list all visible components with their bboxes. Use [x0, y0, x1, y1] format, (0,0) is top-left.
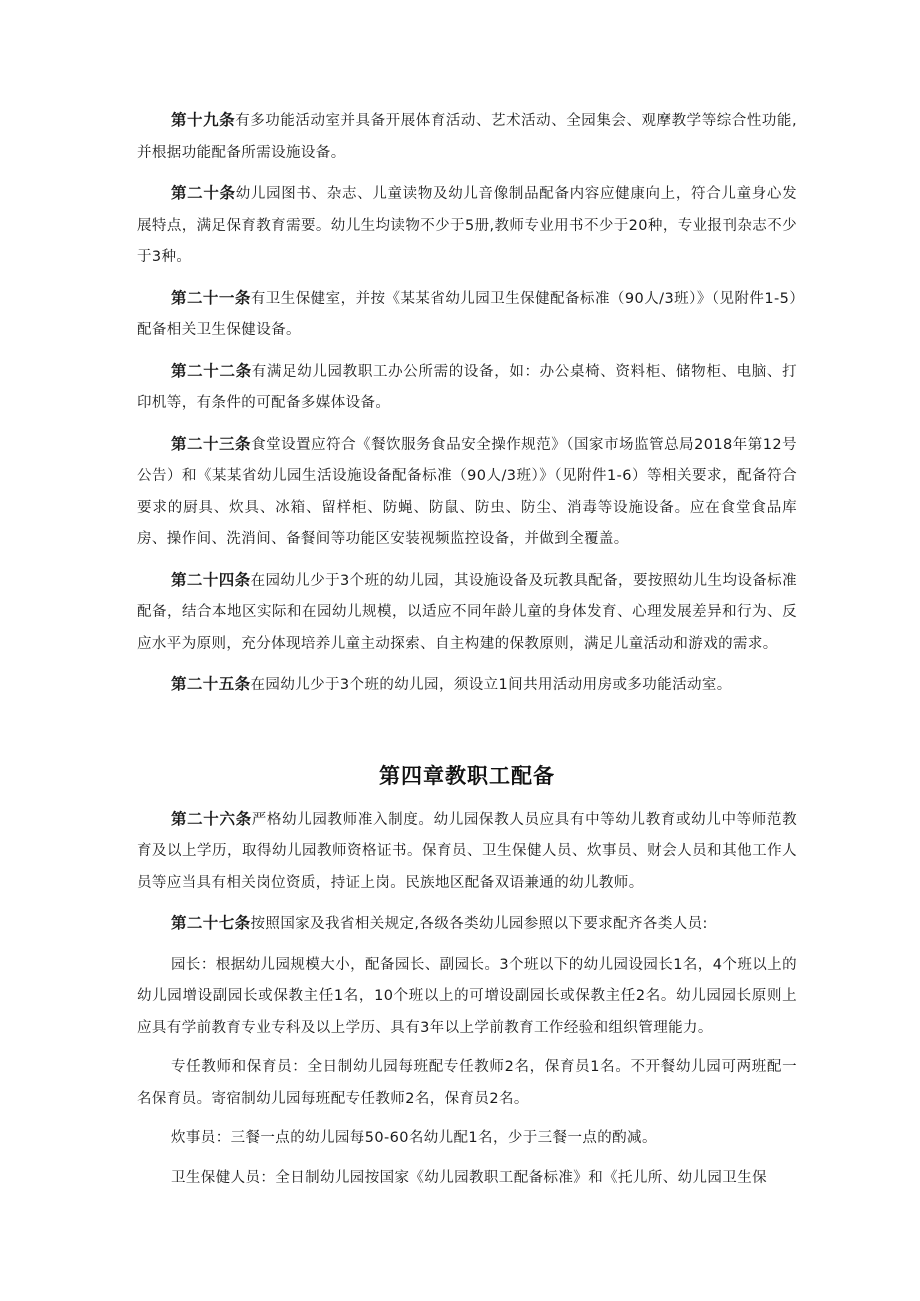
article-title: 第二十七条	[171, 914, 251, 932]
article-title: 第二十条	[171, 184, 236, 202]
article-text: 有卫生保健室，并按《某某省幼儿园卫生保健配备标准（90人/3班）》（见附件1-5）配备相关卫生保健设备。	[137, 290, 797, 338]
staffing-teachers: 专任教师和保育员：全日制幼儿园每班配专任教师2名，保育员1名。不开餐幼儿园可两班配一名保育员。寄宿制幼儿园每班配专任教师2名，保育员2名。	[137, 1059, 797, 1107]
article-20	[137, 178, 797, 274]
document-page	[137, 105, 797, 1202]
article-25	[137, 669, 797, 702]
staffing-health: 卫生保健人员：全日制幼儿园按国家《幼儿园教职工配备标准》和《托儿所、幼儿园卫生保	[171, 1169, 767, 1186]
article-title: 第二十三条	[171, 434, 252, 453]
article-text: 严格幼儿园教师准入制度。幼儿园保教人员应具有中等幼儿教育或幼儿中等师范教育及以上学历，取得幼儿园教师资格证书。保育员、卫生保健人员、炊事员、财会人员和其他工作人员等应当具有相关岗位资质，持证上岗。民族地区配备双语兼通的幼儿教师。	[137, 811, 797, 891]
article-title: 第二十五条	[171, 675, 251, 693]
article-title: 第二十一条	[171, 288, 251, 307]
article-title: 第二十二条	[171, 361, 252, 380]
article-23	[137, 429, 797, 556]
article-26	[137, 804, 797, 900]
article-text: 在园幼儿少于3个班的幼儿园，须设立1间共用活动用房或多功能活动室。	[250, 677, 732, 693]
article-27	[137, 908, 797, 941]
article-text: 有多功能活动室并具备开展体育活动、艺术活动、全园集会、观摩教学等综合性功能,并根据功能配备所需设施设备。	[137, 113, 797, 161]
article-title: 第十九条	[171, 111, 236, 129]
article-text: 幼儿园图书、杂志、儿童读物及幼儿音像制品配备内容应健康向上，符合儿童身心发展特点，满足保育教育需要。幼儿生均读物不少于5册,教师专业用书不少于20种，专业报刊杂志不少于3种。	[137, 186, 797, 265]
article-19	[137, 105, 797, 169]
article-24	[137, 565, 797, 661]
article-22	[137, 356, 797, 420]
article-text: 食堂设置应符合《餐饮服务食品安全操作规范》（国家市场监管总局2018年第12号公告）和《某某省幼儿园生活设施设备配备标准（90人/3班）》（见附件1-6）等相关要求，配备符合要求的厨具、炊具、冰箱、留样柜、防蝇、防鼠、防虫、防尘、消毒等设施设备。应在食堂食品库房、操作间、洗消间、备餐间等功能区安装视频监控设备，并做到全覆盖。	[137, 436, 797, 547]
article-text: 有满足幼儿园教职工办公所需的设备，如：办公桌椅、资料柜、储物柜、电脑、打印机等，有条件的可配备多媒体设备。	[137, 363, 797, 411]
article-21	[137, 283, 797, 347]
article-text: 在园幼儿少于3个班的幼儿园，其设施设备及玩教具配备，要按照幼儿生均设备标准配备，结合本地区实际和在园幼儿规模，以适应不同年龄儿童的身体发育、心理发展差异和行为、反应水平为原则，充分体现培养儿童主动探索、自主构建的保教原则，满足儿童活动和游戏的需求。	[137, 572, 797, 652]
article-text: 按照国家及我省相关规定,各级各类幼儿园参照以下要求配齐各类人员:	[250, 916, 708, 932]
article-title: 第二十四条	[171, 570, 251, 589]
staffing-cooks: 炊事员：三餐一点的幼儿园每50-60名幼儿配1名，少于三餐一点的酌减。	[171, 1130, 657, 1146]
chapter-heading: 第四章教职工配备	[379, 763, 555, 788]
staffing-principal: 园长：根据幼儿园规模大小，配备园长、副园长。3个班以下的幼儿园设园长1名，4个班以上的幼儿园增设副园长或保教主任1名，10个班以上的可增设副园长或保教主任2名。幼儿园园长原则上应具有学前教育专业专科及以上学历、具有3年以上学前教育工作经验和组织管理能力。	[137, 956, 797, 1036]
article-title: 第二十六条	[171, 809, 252, 828]
